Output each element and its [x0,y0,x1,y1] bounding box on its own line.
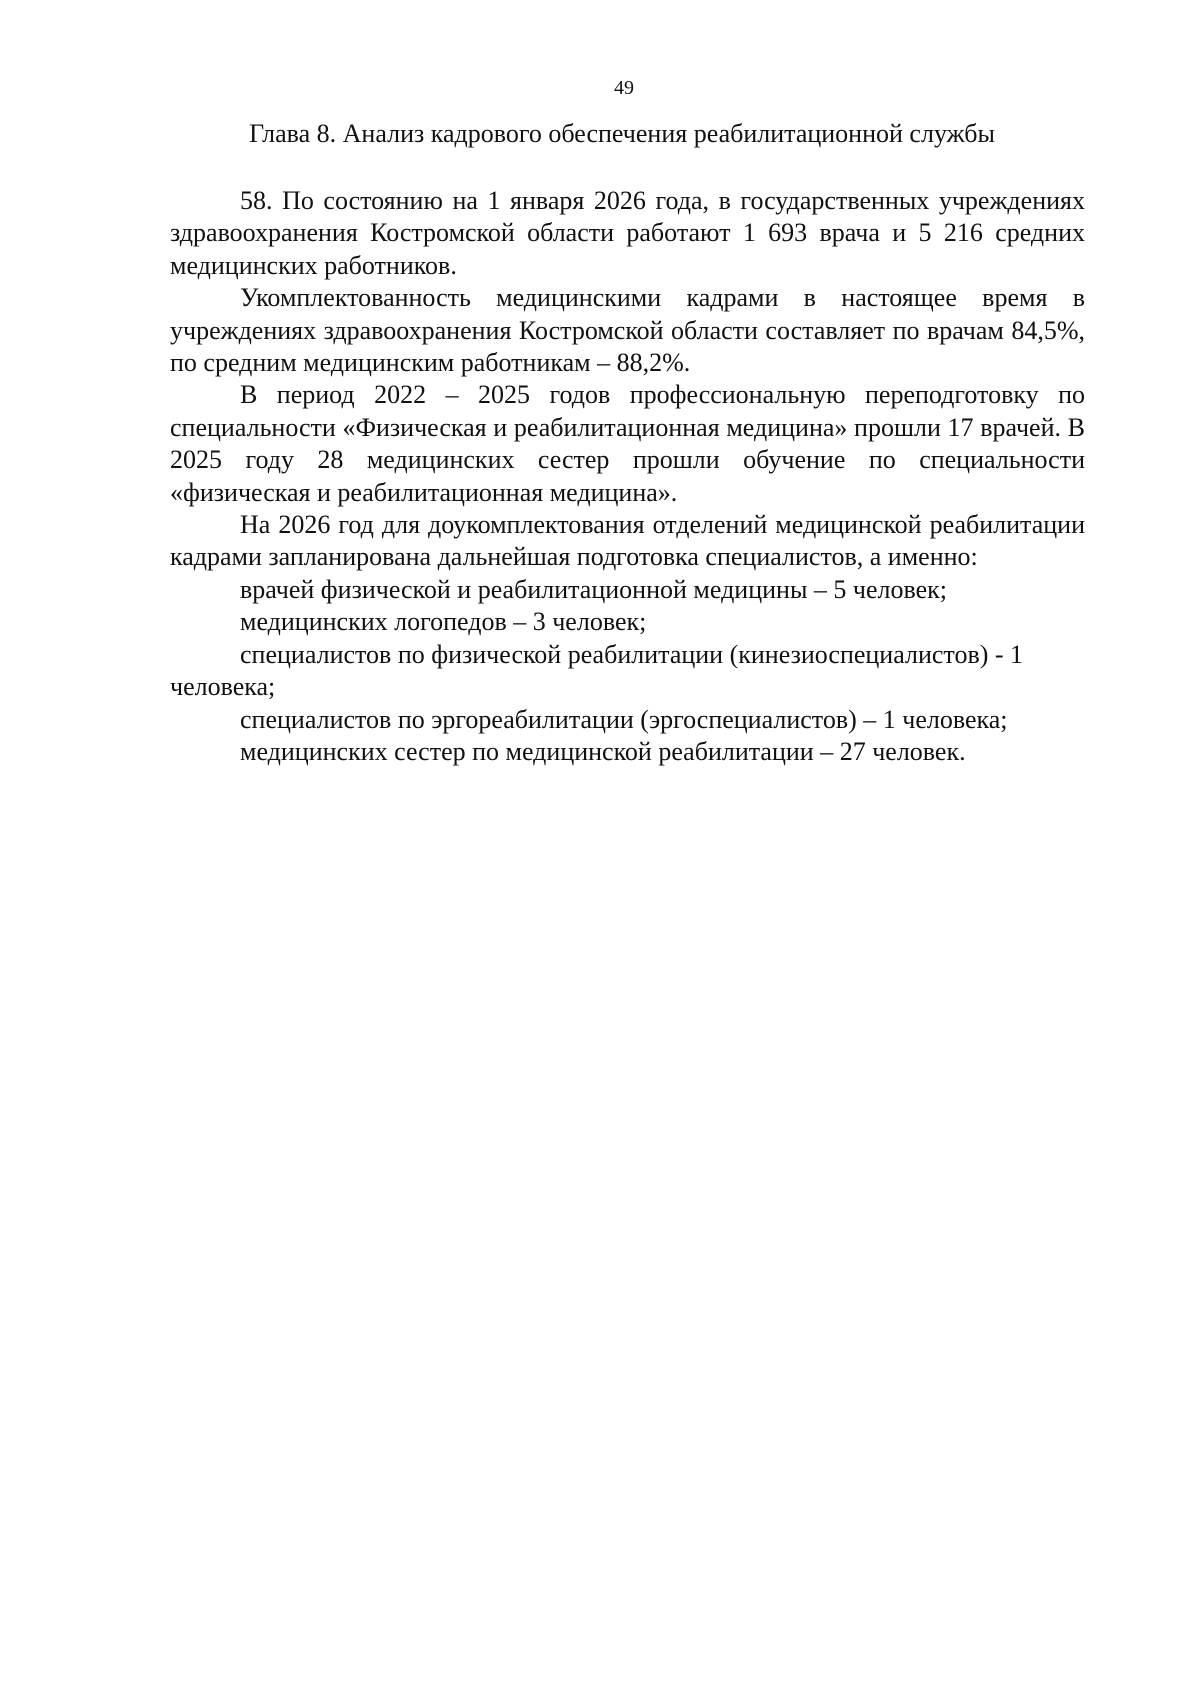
document-body [170,185,1085,768]
list-item: медицинских логопедов – 3 человек; [240,607,647,637]
page-number: 49 [614,77,634,99]
paragraph-training-plan: На 2026 год для доукомплектования отделений медицинской реабилитации кадрами запланирована дальнейшая подготовка специалистов, а именно: [170,510,1085,572]
list-item: специалистов по физической реабилитации (кинезиоспециалистов) - 1 человека; [170,639,1024,702]
list-item: медицинских сестер по медицинской реабилитации – 27 человек. [240,736,966,766]
list-item: врачей физической и реабилитационной медицины – 5 человек; [240,574,948,604]
paragraph-staff-count: 58. По состоянию на 1 января 2026 года, в государственных учреждениях здравоохранения Костромской области работают 1 693 врача и 5 216 средних медицинских работников. [170,186,1085,280]
list-item: специалистов по эргореабилитации (эргоспециалистов) – 1 человека; [240,704,1008,734]
paragraph-retraining: В период 2022 – 2025 годов профессиональную переподготовку по специальности «Физическая и реабилитационная медицина» прошли 17 врачей. В 2025 году 28 медицинских сестер прошли обучение по специальности «физическая и реабилитационная медицина». [170,380,1085,507]
training-plan-list [170,574,1085,768]
paragraph-staffing-level: Укомплектованность медицинскими кадрами в настоящее время в учреждениях здравоохранения Костромской области составляет по врачам 84,5%, по средним медицинским работникам – 88,2%. [170,283,1085,378]
chapter-title: Глава 8. Анализ кадрового обеспечения реабилитационной службы [249,119,995,148]
